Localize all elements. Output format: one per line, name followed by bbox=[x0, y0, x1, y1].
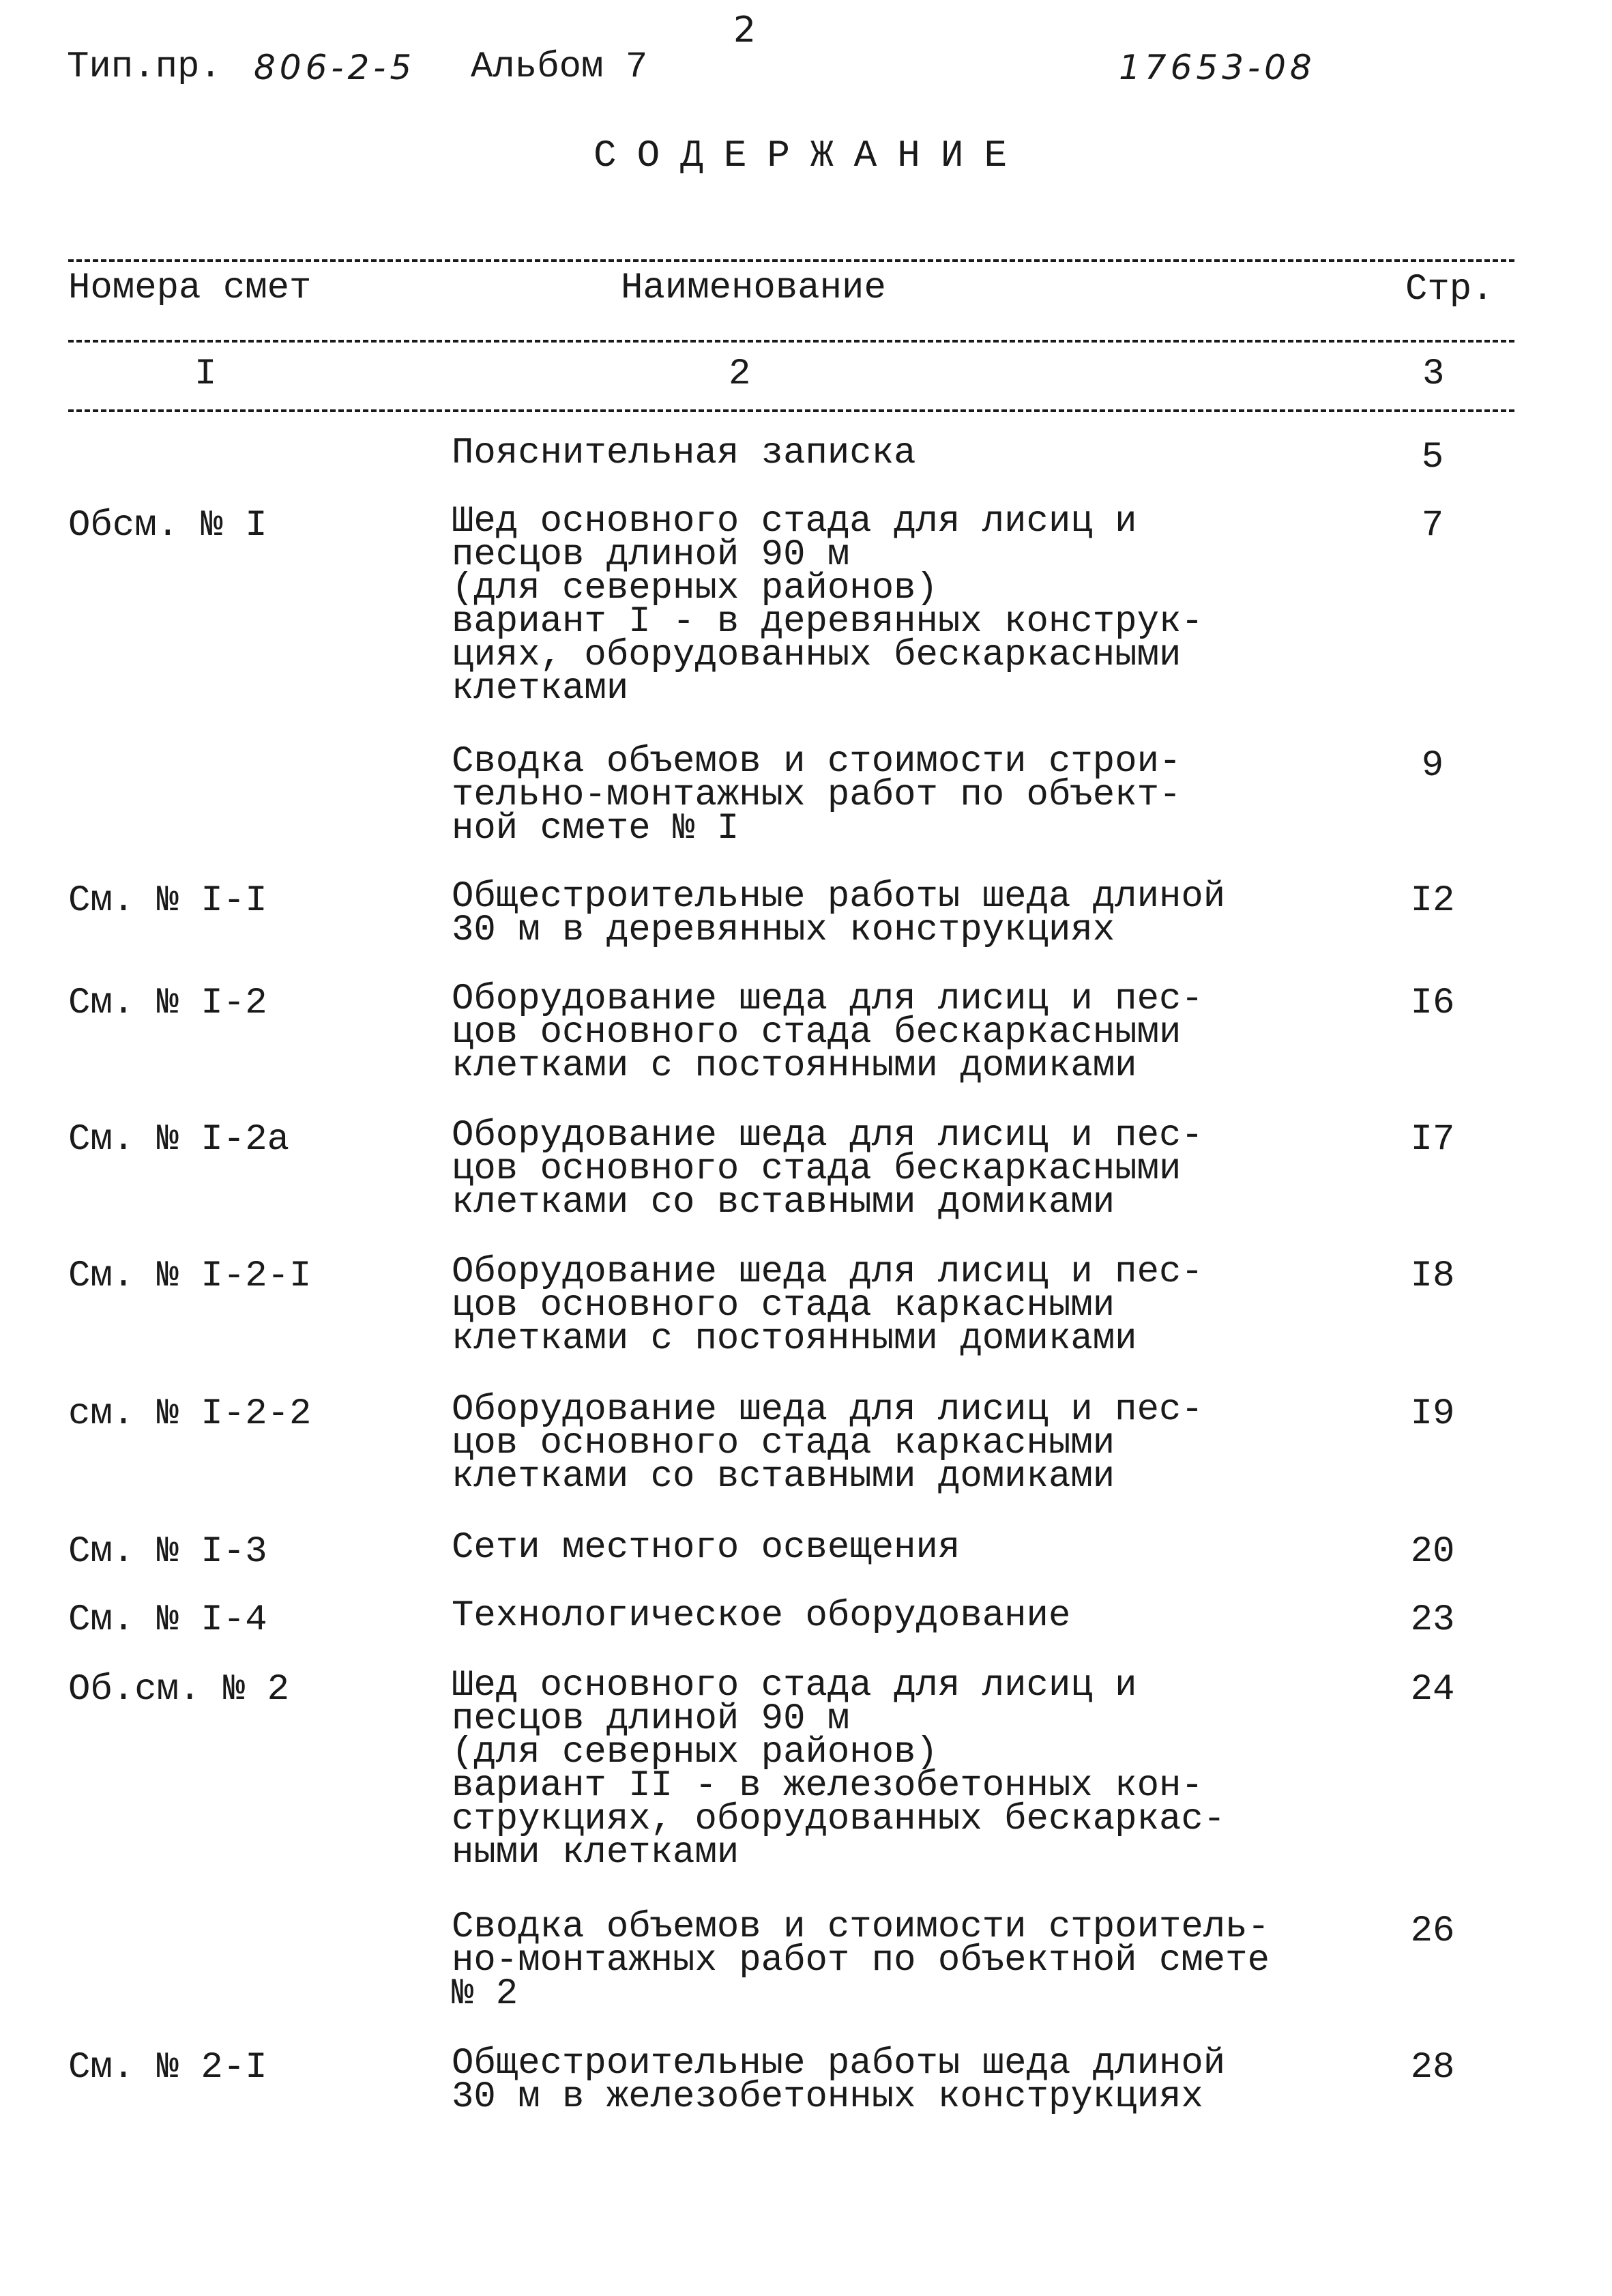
column-number-3: 3 bbox=[1422, 353, 1445, 395]
row-code: Об.см. № 2 bbox=[68, 1669, 290, 1711]
row-page: 5 bbox=[1421, 437, 1444, 478]
document-number: 17653-08 bbox=[1119, 48, 1316, 87]
row-page: I8 bbox=[1410, 1255, 1455, 1297]
row-name: Общестроительные работы шеда длиной 30 м в железобетонных конструкциях bbox=[452, 2043, 1226, 2118]
row-page: 26 bbox=[1410, 1910, 1455, 1952]
row-code: См. № I-4 bbox=[68, 1599, 267, 1641]
row-name: Шед основного стада для лисиц и песцов длиной 90 м (для северных районов) вариант I - в деревянных конструк- циях, оборудованных бескаркасными клетками bbox=[452, 501, 1203, 710]
page-title: СОДЕРЖАНИЕ bbox=[593, 134, 1028, 177]
row-name: Пояснительная записка bbox=[452, 433, 916, 474]
row-name: Сводка объемов и стоимости строи- тельно-монтажных работ по объект- ной смете № I bbox=[452, 741, 1182, 849]
row-page: I7 bbox=[1410, 1119, 1455, 1161]
document-type-label: Тип.пр. bbox=[67, 46, 222, 88]
header-bottom-rule bbox=[68, 409, 1514, 412]
row-page: I6 bbox=[1410, 983, 1455, 1024]
row-name: Шед основного стада для лисиц и песцов длиной 90 м (для северных районов) вариант II - в железобетонных кон- струкциях, оборудованных бескаркас- ными клетками bbox=[452, 1665, 1226, 1874]
page-number: 2 bbox=[733, 10, 757, 50]
row-name: Оборудование шеда для лисиц и пес- цов основного стада каркасными клетками со вставными домиками bbox=[452, 1389, 1203, 1498]
row-code: См. № I-I bbox=[68, 880, 267, 922]
column-number-1: I bbox=[194, 353, 217, 395]
row-name: Оборудование шеда для лисиц и пес- цов основного стада бескаркасными клетками с постоянными домиками bbox=[452, 978, 1203, 1087]
header-top-rule bbox=[68, 259, 1514, 262]
column-number-2: 2 bbox=[729, 353, 751, 395]
row-name: Оборудование шеда для лисиц и пес- цов основного стада каркасными клетками с постоянными домиками bbox=[452, 1251, 1203, 1360]
row-page: I9 bbox=[1410, 1393, 1455, 1435]
row-page: 9 bbox=[1421, 745, 1444, 787]
row-name: Оборудование шеда для лисиц и пес- цов основного стада бескаркасными клетками со вставными домиками bbox=[452, 1115, 1203, 1223]
column-header-page: Стр. bbox=[1405, 269, 1494, 310]
column-header-estimate-numbers: Номера смет bbox=[68, 267, 312, 309]
row-code: См. № I-2 bbox=[68, 983, 267, 1024]
row-page: 23 bbox=[1410, 1599, 1455, 1641]
column-header-name: Наименование bbox=[621, 267, 886, 309]
row-code: Обсм. № I bbox=[68, 505, 267, 547]
row-code: См. № 2-I bbox=[68, 2047, 267, 2089]
row-page: 24 bbox=[1410, 1669, 1455, 1711]
project-code: 806-2-5 bbox=[254, 48, 416, 87]
row-name: Технологическое оборудование bbox=[452, 1595, 1071, 1637]
row-page: 7 bbox=[1421, 505, 1444, 547]
row-code: см. № I-2-2 bbox=[68, 1393, 312, 1435]
album-label: Альбом 7 bbox=[471, 46, 648, 88]
row-name: Общестроительные работы шеда длиной 30 м в деревянных конструкциях bbox=[452, 876, 1226, 951]
header-middle-rule bbox=[68, 340, 1514, 343]
row-page: I2 bbox=[1410, 880, 1455, 922]
row-name: Сводка объемов и стоимости строитель- но-монтажных работ по объектной смете № 2 bbox=[452, 1906, 1270, 2015]
row-name: Сети местного освещения bbox=[452, 1527, 961, 1569]
row-code: См. № I-2-I bbox=[68, 1255, 312, 1297]
row-page: 20 bbox=[1410, 1531, 1455, 1573]
row-page: 28 bbox=[1410, 2047, 1455, 2089]
row-code: См. № I-3 bbox=[68, 1531, 267, 1573]
row-code: См. № I-2а bbox=[68, 1119, 290, 1161]
